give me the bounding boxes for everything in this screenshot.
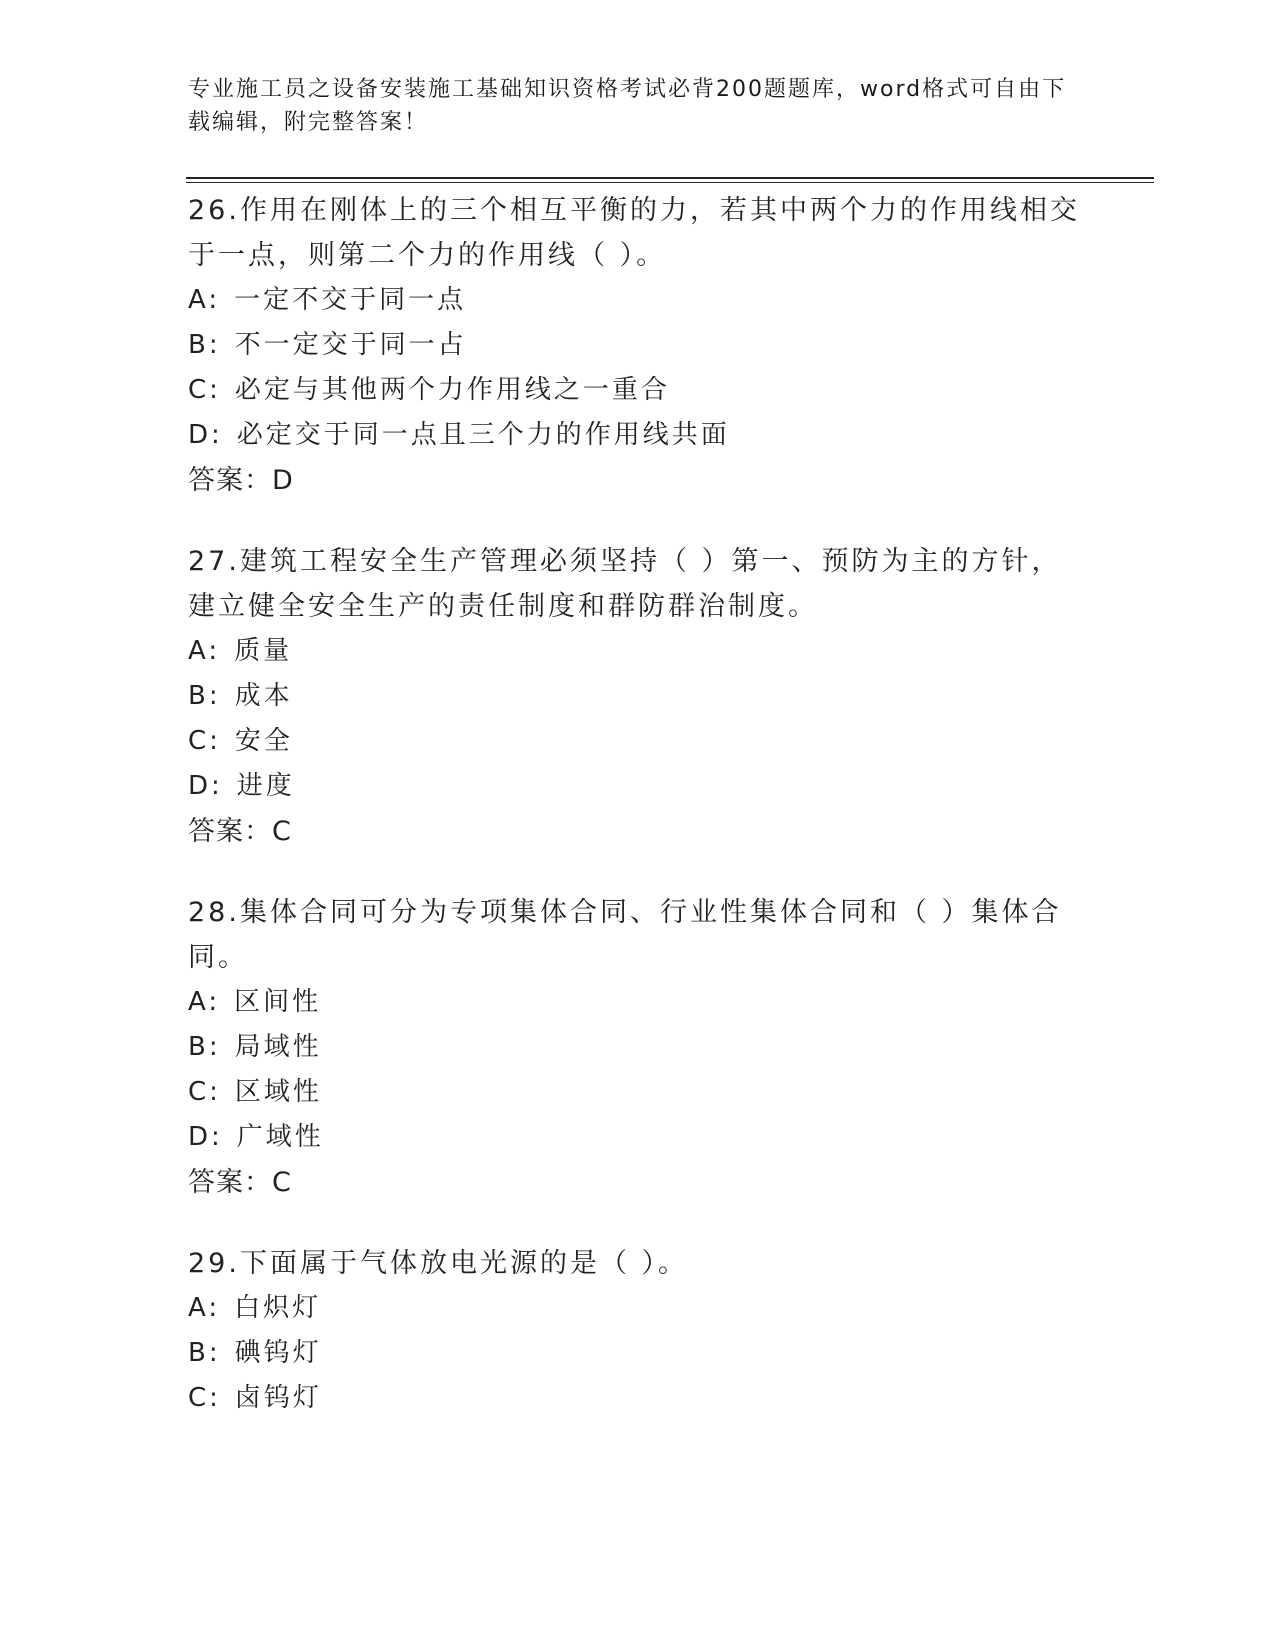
option-c <box>188 1070 1088 1115</box>
option-text: 卤钨灯 <box>234 1383 322 1413</box>
question-27 <box>188 539 1088 854</box>
option-d <box>188 1115 1088 1160</box>
question-stem: 28.集体合同可分为专项集体合同、行业性集体合同和（ ）集体合同。 <box>188 897 1062 973</box>
option-d <box>188 413 1088 458</box>
question-29 <box>188 1241 1088 1421</box>
option-key: B: <box>188 1032 221 1062</box>
answer-line: 答案：D <box>188 465 294 496</box>
option-key: C: <box>188 375 221 405</box>
option-text: 局域性 <box>234 1032 322 1062</box>
option-a <box>188 1286 1088 1331</box>
option-text: 进度 <box>236 771 295 801</box>
option-c <box>188 1376 1088 1421</box>
option-b <box>188 1025 1088 1070</box>
option-text: 区间性 <box>234 987 322 1017</box>
option-text: 广域性 <box>236 1122 324 1152</box>
option-key: D: <box>188 1122 223 1152</box>
question-list <box>188 188 1088 1457</box>
option-key: D: <box>188 420 223 450</box>
question-stem: 27.建筑工程安全生产管理必须坚持（ ）第一、预防为主的方针，建立健全安全生产的责任制度和群防群治制度。 <box>188 546 1062 622</box>
option-key: A: <box>188 1293 221 1323</box>
option-key: B: <box>188 681 221 711</box>
option-text: 白炽灯 <box>234 1293 322 1323</box>
option-text: 不一定交于同一占 <box>234 330 467 360</box>
option-text: 区域性 <box>234 1077 322 1107</box>
question-28 <box>188 890 1088 1205</box>
option-c <box>188 719 1088 764</box>
option-text: 安全 <box>234 726 293 756</box>
option-b <box>188 323 1088 368</box>
option-b <box>188 674 1088 719</box>
option-key: B: <box>188 1338 221 1368</box>
option-text: 必定与其他两个力作用线之一重合 <box>234 375 670 405</box>
option-a <box>188 629 1088 674</box>
question-stem: 29.下面属于气体放电光源的是（ ）。 <box>188 1248 689 1279</box>
option-text: 成本 <box>234 681 293 711</box>
option-text: 碘钨灯 <box>234 1338 322 1368</box>
option-b <box>188 1331 1088 1376</box>
option-key: B: <box>188 330 221 360</box>
option-key: A: <box>188 636 221 666</box>
option-a <box>188 980 1088 1025</box>
option-key: D: <box>188 771 223 801</box>
header-rule-thin <box>186 182 1154 183</box>
option-text: 必定交于同一点且三个力的作用线共面 <box>236 420 730 450</box>
option-text: 质量 <box>234 636 293 666</box>
header-rule-thick <box>186 177 1154 179</box>
option-key: A: <box>188 987 221 1017</box>
option-key: C: <box>188 1077 221 1107</box>
option-c <box>188 368 1088 413</box>
option-a <box>188 278 1088 323</box>
question-26 <box>188 188 1088 503</box>
option-key: C: <box>188 726 221 756</box>
option-key: A: <box>188 285 221 315</box>
option-text: 一定不交于同一点 <box>234 285 467 315</box>
answer-line: 答案：C <box>188 1167 292 1198</box>
question-stem: 26.作用在刚体上的三个相互平衡的力，若其中两个力的作用线相交于一点，则第二个力的作用线（ ）。 <box>188 195 1080 271</box>
answer-line: 答案：C <box>188 816 292 847</box>
option-d <box>188 764 1088 809</box>
document-header: 专业施工员之设备安装施工基础知识资格考试必背200题题库，word格式可自由下载编辑，附完整答案！ <box>188 77 1067 135</box>
option-key: C: <box>188 1383 221 1413</box>
